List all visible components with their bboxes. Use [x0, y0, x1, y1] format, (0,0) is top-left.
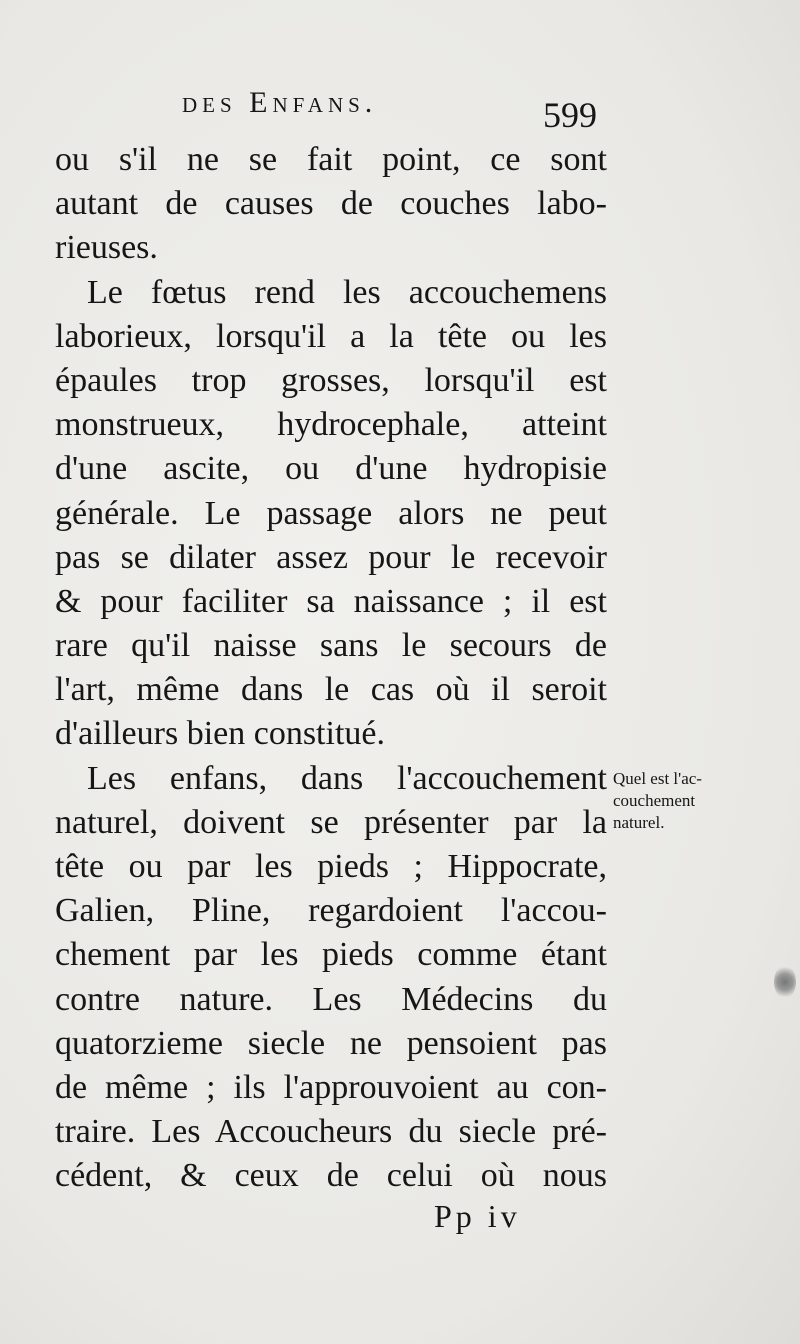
text-line: & pour faciliter sa naissance ; il est: [55, 582, 607, 620]
text-line: autant de causes de couches labo-: [55, 185, 607, 223]
margin-note: [613, 768, 763, 834]
text-line: rare qu'il naisse sans le secours de: [55, 627, 607, 665]
text-line: de même ; ils l'approuvoient au con-: [55, 1068, 607, 1106]
page-number: 599: [543, 95, 597, 135]
text-line: traire. Les Accoucheurs du siecle pré-: [55, 1113, 607, 1151]
text-line: chement par les pieds comme étant: [55, 936, 607, 974]
text-line: monstrueux, hydrocephale, atteint: [55, 406, 607, 444]
text-line: d'une ascite, ou d'une hydropisie: [55, 450, 607, 488]
paragraph-start-line: Le fœtus rend les accouchemens: [87, 273, 607, 311]
margin-note-line: naturel.: [613, 813, 665, 832]
text-line: Galien, Pline, regardoient l'accou-: [55, 892, 607, 930]
text-line: contre nature. Les Médecins du: [55, 980, 607, 1018]
text-line: ou s'il ne se fait point, ce sont: [55, 141, 607, 178]
text-line: pas se dilater assez pour le recevoir: [55, 538, 607, 576]
text-line: laborieux, lorsqu'il a la tête ou les: [55, 317, 607, 355]
running-title: des Enfans.: [182, 86, 378, 119]
text-line: épaules trop grosses, lorsqu'il est: [55, 361, 607, 399]
paragraph-start-line: Les enfans, dans l'accouchement: [87, 759, 607, 797]
text-line: générale. Le passage alors ne peut: [55, 494, 607, 532]
body-text: [55, 138, 607, 1199]
signature-mark: Pp iv: [434, 1198, 521, 1234]
margin-note-line: couchement: [613, 791, 696, 810]
text-line: cédent, & ceux de celui où nous: [55, 1157, 607, 1195]
text-line: naturel, doivent se présenter par la: [55, 803, 607, 841]
text-line: d'ailleurs bien constitué.: [55, 715, 385, 753]
text-line: quatorzieme siecle ne pensoient pas: [55, 1024, 607, 1062]
margin-note-line: Quel est l'ac-: [613, 769, 702, 788]
ink-speck: [774, 965, 796, 999]
page-header: [0, 82, 800, 135]
text-line: l'art, même dans le cas où il seroit: [55, 671, 607, 709]
text-line: tête ou par les pieds ; Hippocrate,: [55, 848, 607, 885]
text-line: rieuses.: [55, 229, 158, 267]
